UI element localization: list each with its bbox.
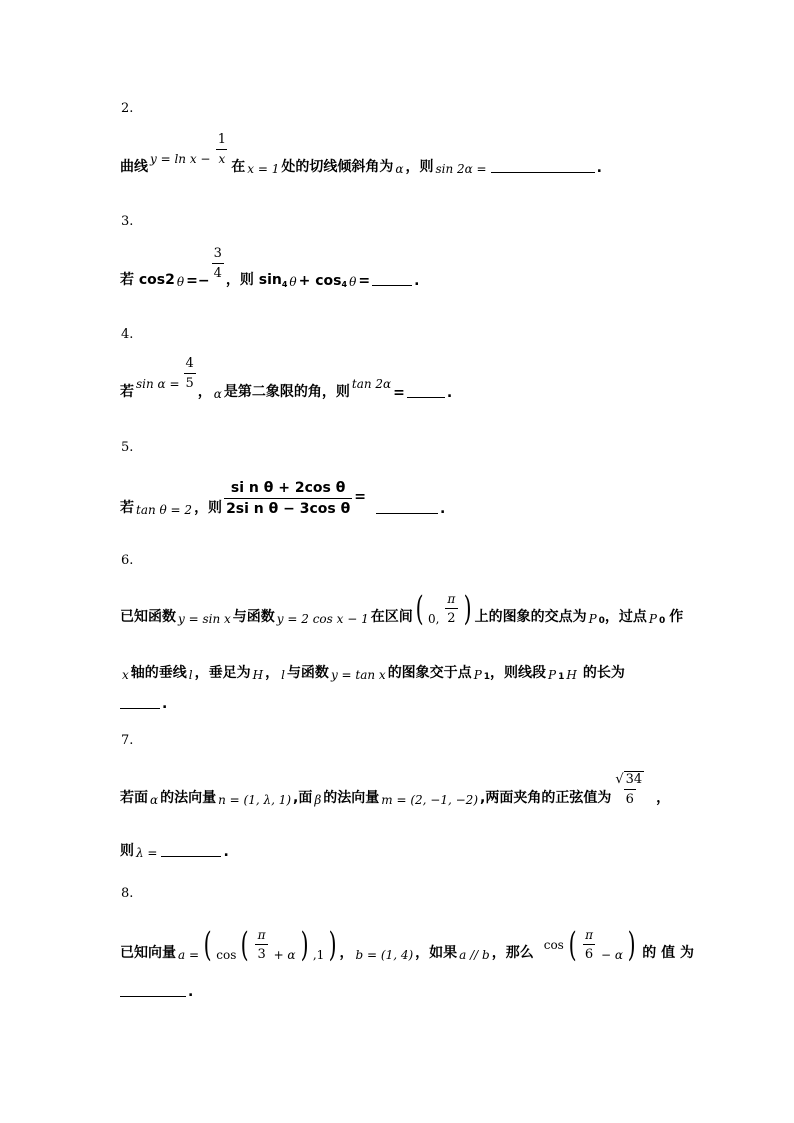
problem-number: 6. [121,553,134,568]
problem-5-text: 若 tan θ = 2 ，则 $\frac{\text{si n θ + 2cos θ}}{\text{2si n θ − 3cos θ}}$ = . [120,480,446,517]
problem-number: 5. [121,440,134,455]
problem-3-text: 若 cos2 θ =− $\frac{3}{4}$ ，则 sin 4 θ + cos 4 θ = . [120,246,420,289]
problem-number: 8. [121,886,134,901]
fraction: $\frac{\text{si n θ + 2cos θ}}{\text{2si n θ − 3cos θ}}$ [226,480,351,517]
problem-4-text: 若 sin α = $\frac{4}{5}$ ， α 是第二象限的角，则 tan 2α = . [120,356,453,401]
problem-number: 2. [121,101,134,116]
problem-7-line-2: 则 λ = . [120,843,229,860]
answer-blank[interactable] [376,512,438,514]
problem-6-line-2: x 轴的垂线 l ，垂足为 H ， l 与函数 y = tan x 的图象交于点 P 1 ，则线段 P 1 H 的长为 [122,665,625,682]
problem-8-line-1: 已知向量 a = ( cos ( $\frac{\pi}{3}$ + α ) ,1 ) ， b = (1, 4) ，如果 a // b ，那么 cos ( $\frac{\pi}{6}$ − α ) 的 值 为 [120,925,694,965]
fraction: $\frac{3}{4}$ [213,246,222,281]
fraction: $\frac{1}{x}$ [217,132,227,166]
answer-blank[interactable] [120,995,186,997]
answer-blank[interactable] [491,171,595,173]
answer-blank[interactable] [120,707,160,709]
problem-number: 7. [121,733,134,748]
fraction: $\frac{\pi}{6}$ [584,928,594,962]
fraction: $\frac{√ 34}{6}$ [615,772,643,807]
problem-2-text: 曲线 y = ln x − $\frac{1}{x}$ 在 x = 1 处的切线倾斜角为 α ，则 sin 2α = . [120,132,602,176]
problem-number: 3. [121,214,134,229]
fraction: $\frac{4}{5}$ [185,356,194,391]
fraction: $\frac{\pi}{2}$ [447,592,456,626]
answer-blank[interactable] [372,284,412,286]
problem-number: 4. [121,327,134,342]
fraction: $\frac{\pi}{3}$ [257,928,266,962]
problem-6-line-1: 已知函数 y = sin x 与函数 y = 2 cos x − 1 在区间 ( 0, $\frac{\pi}{2}$ ) 上的图象的交点为 P 0 ，过点 P 0 作 [120,589,684,629]
answer-blank[interactable] [407,396,445,398]
problem-6-line-3: . [120,696,684,712]
problem-7-line-1: 若面 α 的法向量 n = (1, λ, 1) ,面 β 的法向量 m = (2, −1, −2) ,两面夹角的正弦值为 $\frac{√ 34}{6}$ ， [120,772,671,807]
problem-8-line-2: . [120,984,684,1000]
answer-blank[interactable] [161,855,221,857]
